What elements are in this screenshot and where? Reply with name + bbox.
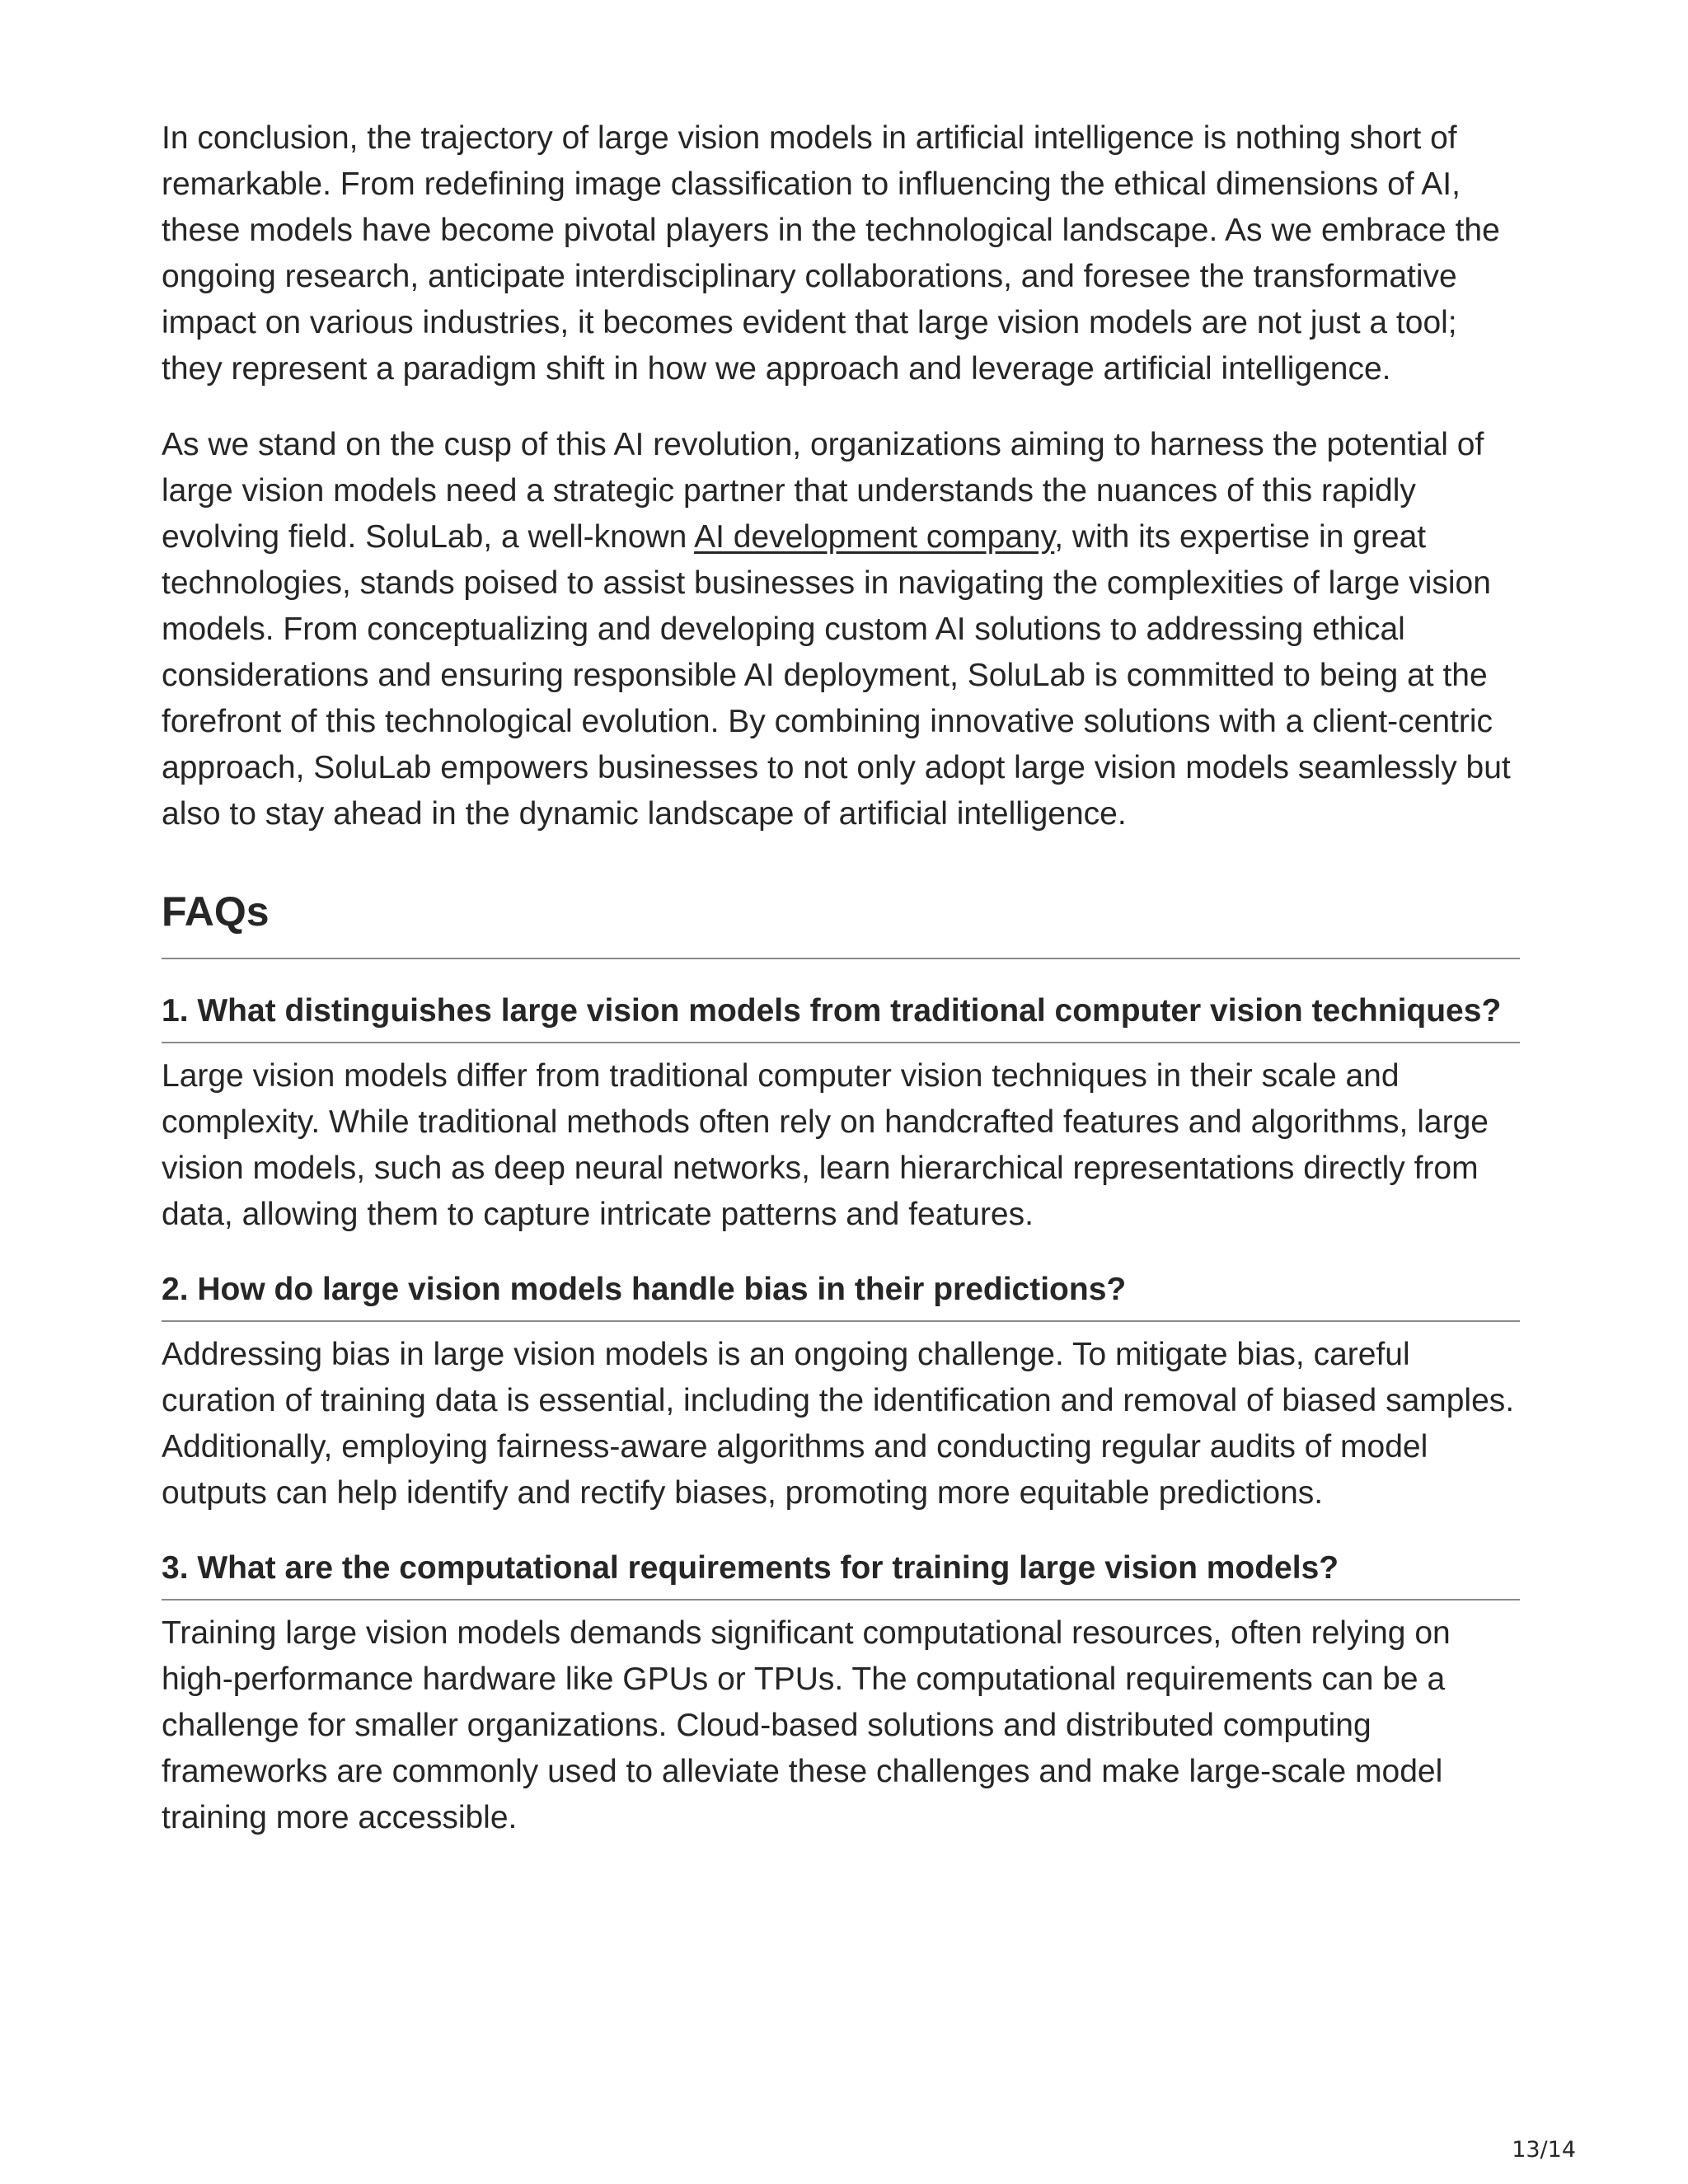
faq-question: 1. What distinguishes large vision models from traditional computer vision techniques? (162, 992, 1520, 1043)
faq-item-1 (162, 992, 1520, 1238)
faq-question: 3. What are the computational requirements for training large vision models? (162, 1549, 1520, 1601)
faq-answer: Addressing bias in large vision models is an ongoing challenge. To mitigate bias, careful curation of training data is essential, including the identification and removal of biased samples. Additionally, employing fairness-aware algorithms and conducting regular audits of model outputs can help identify and rectify biases, promoting more equitable predictions. (162, 1337, 1515, 1511)
document-page (162, 115, 1520, 1841)
solulab-paragraph-text-end: , with its expertise in great technologies, stands poised to assist businesses in navigating the complexities of large vision models. From conceptualizing and developing custom AI solutions to addressing ethical considerations and ensuring responsible AI deployment, SoluLab is committed to being at the forefront of this technological evolution. By combining innovative solutions with a client-centric approach, SoluLab empowers businesses to not only adopt large vision models seamlessly but also to stay ahead in the dynamic landscape of artificial intelligence. (162, 519, 1511, 832)
faq-answer: Training large vision models demands significant computational resources, often relying on high-performance hardware like GPUs or TPUs. The computational requirements can be a challenge for smaller organizations. Cloud-based solutions and distributed computing frameworks are commonly used to alleviate these challenges and make large-scale model training more accessible. (162, 1615, 1451, 1835)
faq-question: 2. How do large vision models handle bias in their predictions? (162, 1271, 1520, 1322)
ai-development-company-link[interactable]: AI development company (694, 519, 1055, 555)
solulab-paragraph (162, 422, 1520, 837)
faq-item-2 (162, 1271, 1520, 1516)
solulab-paragraph-text-start: As we stand on the cusp of this AI revolution, organizations aiming to harness the potential of large vision models need a strategic partner that understands the nuances of this rapidly evolving field. SoluLab, a well-known (162, 427, 1484, 555)
faq-item-3 (162, 1549, 1520, 1841)
faq-answer: Large vision models differ from traditional computer vision techniques in their scale and complexity. While traditional methods often rely on handcrafted features and algorithms, large vision models, such as deep neural networks, learn hierarchical representations directly from data, allowing them to capture intricate patterns and features. (162, 1058, 1489, 1232)
conclusion-paragraph: In conclusion, the trajectory of large vision models in artificial intelligence is nothing short of remarkable. From redefining image classification to influencing the ethical dimensions of AI, these models have become pivotal players in the technological landscape. As we embrace the ongoing research, anticipate interdisciplinary collaborations, and foresee the transformative impact on various industries, it becomes evident that large vision models are not just a tool; they represent a paradigm shift in how we approach and leverage artificial intelligence. (162, 120, 1500, 387)
faqs-heading: FAQs (162, 887, 1520, 959)
page-number: 13/14 (1512, 2137, 1576, 2163)
